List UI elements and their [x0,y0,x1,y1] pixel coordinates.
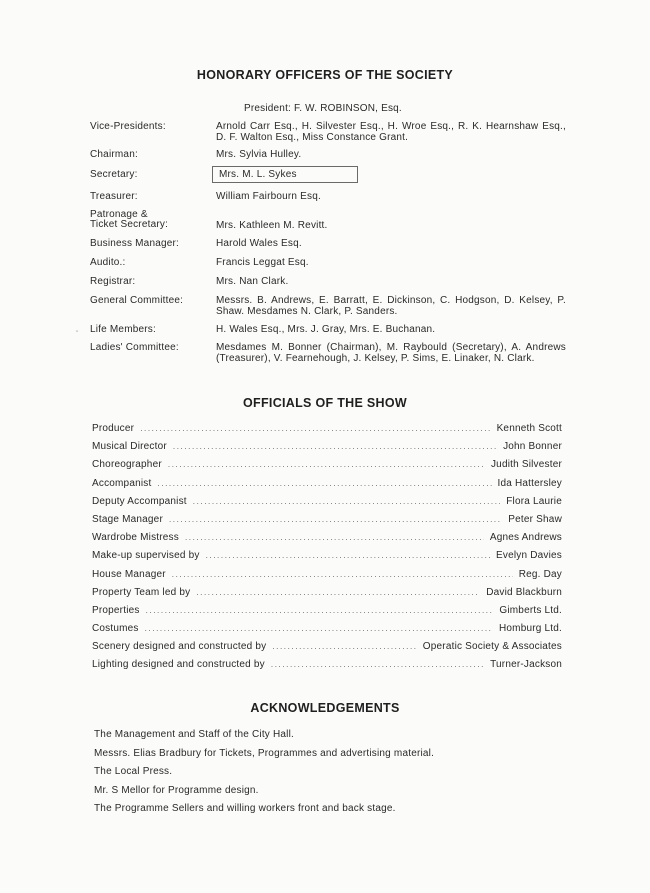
officer-value: Mesdames M. Bonner (Chairman), M. Raybould (Secretary), A. Andrews (Treasurer), V. Fearnehough, J. Kelsey, P. Sims, E. Linaker, N. Clark. [216,342,566,364]
official-name: Evelyn Davies [496,550,562,562]
officer-label: Ladies' Committee: [90,342,179,353]
official-row [92,514,562,532]
official-name: John Bonner [503,441,562,453]
officer-label: Patronage & Ticket Secretary: [90,209,169,230]
official-row [92,441,562,459]
official-role: Musical Director [92,441,167,453]
officer-value: H. Wales Esq., Mrs. J. Gray, Mrs. E. Buchanan. [216,324,436,335]
officer-label: Business Manager: [90,238,180,249]
official-row [92,569,562,587]
official-name: Peter Shaw [508,513,562,525]
official-role: Stage Manager [92,513,163,525]
leader-dots [172,570,513,579]
official-row [92,496,562,514]
official-name: Operatic Society & Associates [422,641,562,653]
officer-label: Registrar: [90,276,136,287]
official-row [92,659,562,677]
acknowledgement-line: The Management and Staff of the City Hall. [94,729,294,740]
official-name: Gimberts Ltd. [499,604,562,616]
official-row [92,478,562,496]
acknowledgement-line: The Local Press. [94,766,173,778]
acknowledgements-heading: ACKNOWLEDGEMENTS [250,701,400,715]
official-row [92,641,562,659]
acknowledgement-line: Mr. S Mellor for Programme design. [94,784,259,796]
secretary-box: Mrs. M. L. Sykes [212,166,358,183]
officer-row-secretary [90,169,570,183]
official-role: Make-up supervised by [92,550,200,562]
leader-dots [196,588,480,597]
officer-row-chairman [90,149,570,160]
acknowledgements-list [94,729,564,822]
official-row [92,423,562,441]
officer-value: William Fairbourn Esq. [216,191,321,202]
leader-dots [145,624,493,633]
officer-row-life-members [90,324,570,335]
officer-label: Life Members: [90,324,156,335]
official-role: Choreographer [92,459,162,471]
official-name: Homburg Ltd. [499,623,562,635]
official-role: Scenery designed and constructed by [92,641,267,653]
officer-row-patronage [90,210,570,231]
leader-dots [206,551,490,560]
official-name: Ida Hattersley [497,477,562,489]
acknowledgement-line: The Programme Sellers and willing workers front and back stage. [94,803,396,815]
official-role: Properties [92,604,140,616]
official-role: Property Team led by [92,586,191,598]
official-name: Judith Silvester [490,459,562,471]
official-name: David Blackburn [486,586,562,598]
officers-heading: HONORARY OFFICERS OF THE SOCIETY [196,68,454,82]
leader-dots [169,515,502,524]
officer-label: General Committee: [90,295,184,306]
officers-list [90,121,570,370]
officer-value: Mrs. Kathleen M. Revitt. [216,220,328,231]
margin-mark: ˘ [76,331,79,338]
leader-dots [272,642,416,651]
officer-label: Treasurer: [90,191,138,202]
official-role: House Manager [92,568,166,580]
official-role: Accompanist [92,477,152,489]
official-role: Lighting designed and constructed by [92,659,265,671]
president-line: President: F. W. ROBINSON, Esq. [244,103,402,114]
officer-label: Vice-Presidents: [90,121,166,132]
official-row [92,532,562,550]
officer-value: Harold Wales Esq. [216,238,302,249]
official-name: Kenneth Scott [496,423,562,434]
officials-list [92,423,562,678]
official-row [92,623,562,641]
official-role: Deputy Accompanist [92,495,187,507]
official-row [92,550,562,568]
official-role: Producer [92,423,135,434]
officer-value: Mrs. Nan Clark. [216,276,289,287]
official-name: Agnes Andrews [489,532,562,544]
official-role: Costumes [92,623,139,635]
leader-dots [157,479,491,488]
official-name: Turner-Jackson [490,659,562,671]
officer-value: Mrs. Sylvia Hulley. [216,149,302,160]
official-row [92,587,562,605]
officer-label: Secretary: [90,169,138,180]
leader-dots [168,460,485,469]
officer-row-vice-presidents [90,121,570,143]
official-name: Reg. Day [518,568,562,580]
officer-value: Arnold Carr Esq., H. Silvester Esq., H. Wroe Esq., R. K. Hearnshaw Esq., D. F. Walton Esq., Miss Constance Grant. [216,121,566,143]
leader-dots [146,606,494,615]
officer-row-business-manager [90,238,570,249]
officials-heading: OFFICIALS OF THE SHOW [243,396,407,410]
officer-row-treasurer [90,191,570,202]
leader-dots [185,533,484,542]
officer-row-general-committee [90,295,570,317]
leader-dots [173,442,497,451]
official-role: Wardrobe Mistress [92,532,179,544]
officer-value: Francis Leggat Esq. [216,257,309,268]
officer-row-registrar [90,276,570,287]
officer-label: Chairman: [90,149,138,160]
leader-dots [271,660,484,669]
officer-row-ladies-committee [90,342,570,364]
leader-dots [140,424,490,433]
leader-dots [193,497,500,506]
officer-value: Messrs. B. Andrews, E. Barratt, E. Dickinson, C. Hodgson, D. Kelsey, P. Shaw. Mesdames N. Clark, P. Sanders. [216,295,566,317]
official-row [92,605,562,623]
official-name: Flora Laurie [506,495,562,507]
officer-row-auditor [90,257,570,268]
officer-label: Audito.: [90,257,126,268]
acknowledgement-line: Messrs. Elias Bradbury for Tickets, Programmes and advertising material. [94,747,435,759]
official-row [92,459,562,477]
